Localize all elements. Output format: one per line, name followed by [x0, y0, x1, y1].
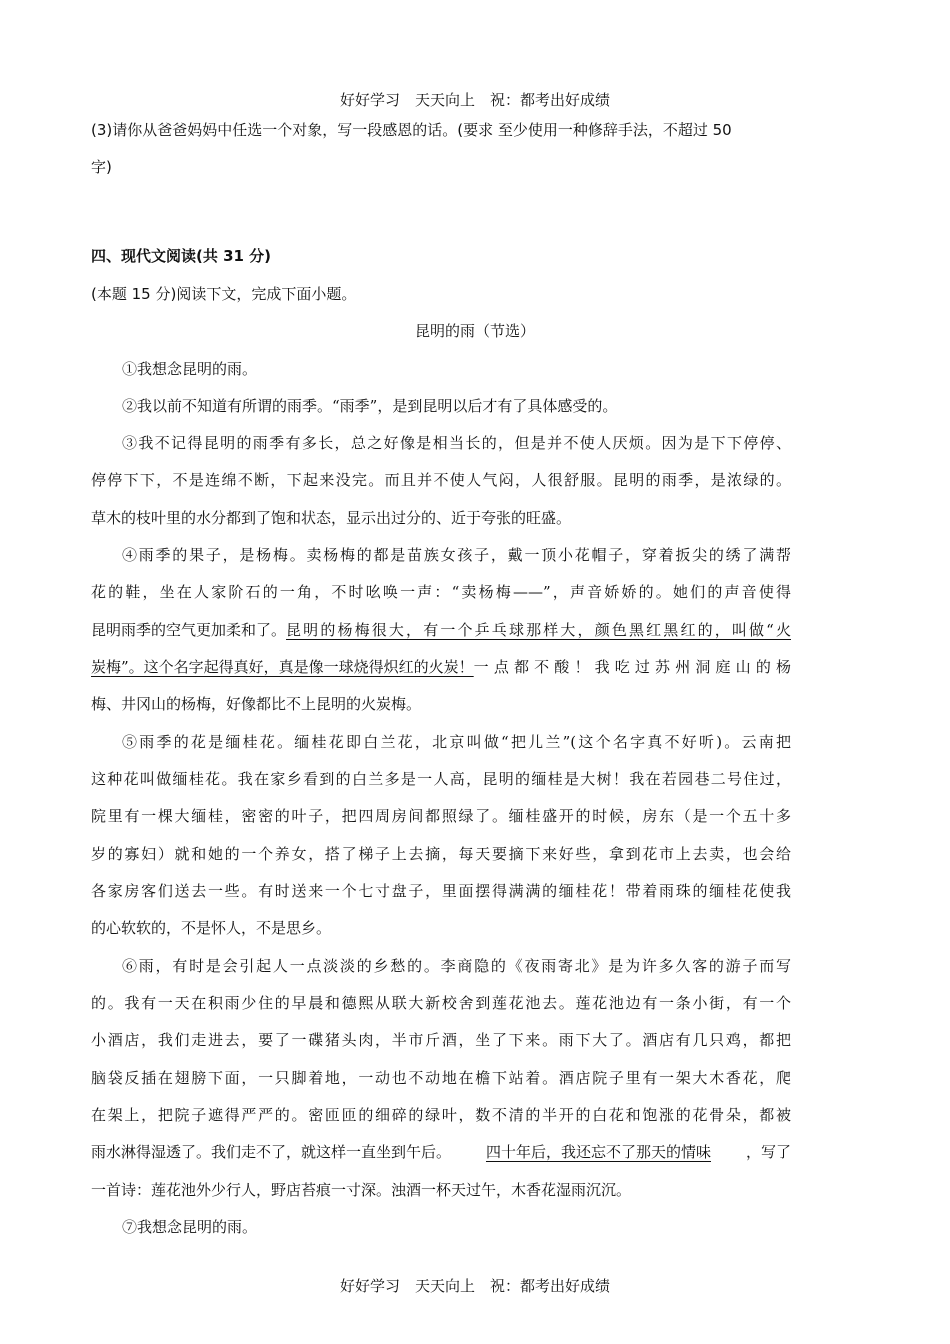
paragraph-4-line-4 — [91, 657, 791, 677]
underlined-sentence-2: 四十年后，我还忘不了那天的情味 — [485, 1143, 711, 1161]
paragraph-3-line-1: ③我不记得昆明的雨季有多长，总之好像是相当长的，但是并不使人厌烦。因为是下下停停、 — [122, 434, 791, 452]
question-3-line-1: (3)请你从爸爸妈妈中任选一个对象，写一段感恩的话。(要求 至少使用一种修辞手法，不超过 50 — [91, 121, 732, 139]
paragraph-6-line-6 — [91, 1142, 791, 1162]
question-3-line-2: 字) — [91, 158, 112, 176]
paragraph-6-line-3: 小酒店，我们走进去，要了一碟猪头肉，半市斤酒，坐了下来。雨下大了。酒店有几只鸡，都把 — [91, 1031, 791, 1049]
section-heading: 四、现代文阅读(共 31 分) — [91, 247, 272, 265]
underlined-sentence-1-cont: 炭梅”。这个名字起得真好，真是像一球烧得炽红的火炭！ — [91, 658, 474, 676]
paragraph-6-line-2: 的。我有一天在积雨少住的早晨和德熙从联大新校舍到莲花池去。莲花池边有一条小街，有一个 — [91, 994, 791, 1012]
paragraph-4-line-5: 梅、井冈山的杨梅，好像都比不上昆明的火炭梅。 — [91, 695, 422, 713]
paragraph-5-line-5: 各家房客们送去一些。有时送来一个七寸盘子，里面摆得满满的缅桂花！带着雨珠的缅桂花使我 — [91, 882, 791, 900]
section-instruction: (本题 15 分)阅读下文，完成下面小题。 — [91, 285, 357, 303]
paragraph-6-line-6-tail: ，写了 — [745, 1143, 791, 1161]
paragraph-4-line-2: 花的鞋，坐在人家阶石的一角，不时吆唤一声：“卖杨梅——”，声音娇娇的。她们的声音使得 — [91, 583, 791, 601]
paragraph-4-line-4-plain: 一点都不酸！我吃过苏州洞庭山的杨 — [473, 658, 791, 676]
page-header: 好好学习 天天向上 祝：都考出好成绩 — [339, 91, 610, 109]
paragraph-3-line-2: 停停下下，不是连绵不断，下起来没完。而且并不使人气闷，人很舒服。昆明的雨季，是浓绿的。 — [91, 471, 791, 489]
paragraph-1: ①我想念昆明的雨。 — [122, 360, 258, 378]
paragraph-5-line-6: 的心软软的，不是怀人，不是思乡。 — [91, 919, 332, 937]
paragraph-5-line-3: 院里有一棵大缅桂，密密的叶子，把四周房间都照绿了。缅桂盛开的时候，房东（是一个五十多 — [91, 807, 791, 825]
paragraph-6-line-7: 一首诗：莲花池外少行人，野店苔痕一寸深。浊酒一杯天过午，木香花湿雨沉沉。 — [91, 1181, 632, 1199]
paragraph-6-line-4: 脑袋反插在翅膀下面，一只脚着地，一动也不动地在檐下站着。酒店院子里有一架大木香花，爬 — [91, 1069, 791, 1087]
paragraph-3-line-3: 草木的枝叶里的水分都到了饱和状态，显示出过分的、近于夸张的旺盛。 — [91, 509, 572, 527]
paragraph-5-line-2: 这种花叫做缅桂花。我在家乡看到的白兰多是一人高，昆明的缅桂是大树！我在若园巷二号住过， — [91, 770, 791, 788]
paragraph-6-line-6-plain: 雨水淋得湿透了。我们走不了，就这样一直坐到午后。 — [91, 1143, 452, 1161]
paragraph-7: ⑦我想念昆明的雨。 — [122, 1218, 258, 1236]
paragraph-2: ②我以前不知道有所谓的雨季。“雨季”，是到昆明以后才有了具体感受的。 — [122, 397, 618, 415]
paragraph-6-line-1: ⑥雨，有时是会引起人一点淡淡的乡愁的。李商隐的《夜雨寄北》是为许多久客的游子而写 — [122, 957, 791, 975]
paragraph-6-line-5: 在架上，把院子遮得严严的。密匝匝的细碎的绿叶，数不清的半开的白花和饱涨的花骨朵，都被 — [91, 1106, 791, 1124]
paragraph-5-line-4: 岁的寡妇）就和她的一个养女，搭了梯子上去摘，每天要摘下来好些，拿到花市上去卖，也会给 — [91, 845, 791, 863]
page-footer: 好好学习 天天向上 祝：都考出好成绩 — [339, 1277, 610, 1295]
article-title: 昆明的雨（节选） — [414, 322, 535, 340]
paragraph-4-line-3-plain: 昆明雨季的空气更加柔和了。 — [91, 621, 287, 639]
paragraph-4-line-1: ④雨季的果子，是杨梅。卖杨梅的都是苗族女孩子，戴一顶小花帽子，穿着扳尖的绣了满帮 — [122, 546, 791, 564]
paragraph-4-line-3 — [91, 620, 791, 640]
paragraph-5-line-1: ⑤雨季的花是缅桂花。缅桂花即白兰花，北京叫做“把儿兰”(这个名字真不好听)。云南把 — [122, 733, 791, 751]
underlined-sentence-1: 昆明的杨梅很大，有一个乒乓球那样大，颜色黑红黑红的，叫做“火 — [286, 621, 791, 639]
